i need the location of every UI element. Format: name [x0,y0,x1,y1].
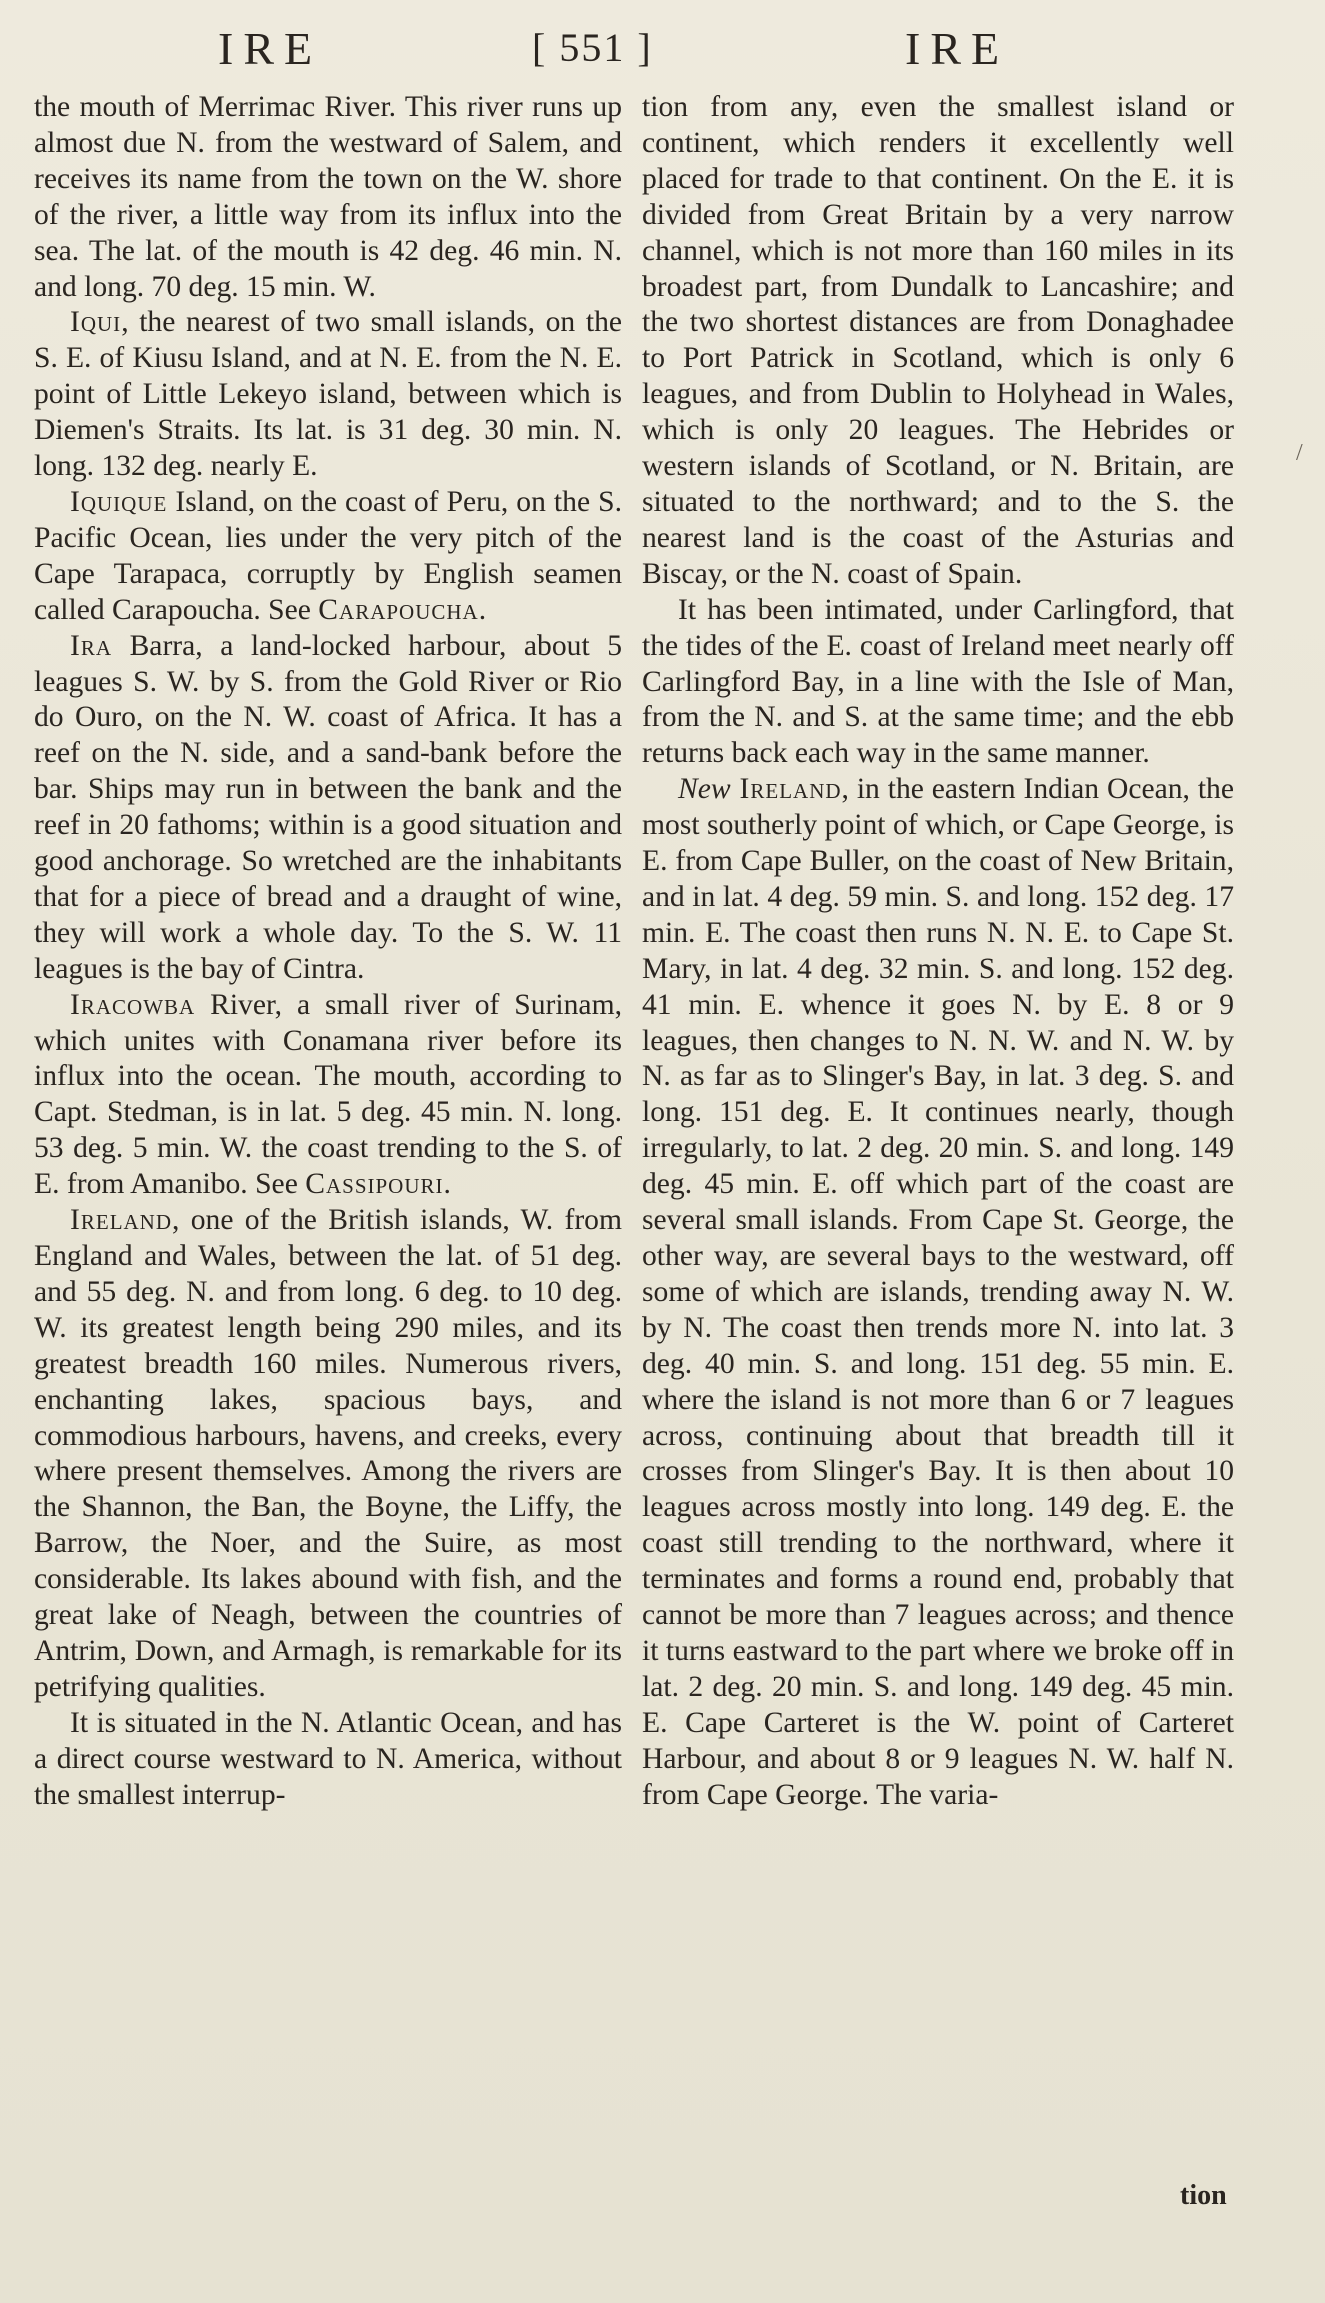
entry-headword: Iquique [70,485,168,518]
entry-new-ireland [642,772,1234,1813]
entry-ireland-situation: It is situated in the N. Atlantic Ocean, and has a direct course westward to N. America, without the smallest interrup- [34,1706,622,1811]
entry-ireland-continuation: tion from any, even the smallest island or continent, which renders it excellently well placed for trade to that continent. On the E. it is divided from Great Britain by a very narrow channel, which is not more than 160 miles in its broadest part, from Dundalk to Lancashire; and the two shortest distances are from Donaghadee to Port Patrick in Scotland, which is only 6 leagues, and from Dublin to Holyhead in Wales, which is only 20 leagues. The Hebrides or western islands of Scotland, or N. Britain, are situated to the northward; and to the S. the nearest land is the coast of the Asturias and Biscay, or the N. coast of Spain. [642,91,1234,590]
entry-prefix: New [678,773,731,806]
left-column [34,90,622,1814]
entry-ira-barra [34,629,622,988]
catchword: tion [1180,2180,1227,2211]
running-head-right: IRE [905,23,1010,74]
entry-headword: Ira [70,629,113,662]
cross-reference: Carapoucha. [318,593,488,626]
margin-mark: / [1296,440,1303,466]
page-number: [ 551 ] [532,25,653,70]
entry-headword: Ireland [730,773,842,806]
entry-text: Barra, a land-locked harbour, about 5 leagues S. W. by S. from the Gold River or Rio do Ouro, on the N. W. coast of Africa. It has a reef on the N. side, and a sand-bank before the bar. Ships may run in between the bank and the reef in 20 fathoms; within is a good situation and good anchorage. So wretched are the inhabitants that for a piece of bread and a draught of wine, they will work a whole day. To the S. W. 11 leagues is the bay of Cintra. [34,629,622,985]
cross-reference: Cassipouri. [305,1168,452,1201]
entry-text: Island, on the coast of Peru, on the S. Pacific Ocean, lies under the very pitch of the Cape Tarapaca, corruptly by English seamen called Carapoucha. See [34,485,622,626]
entry-iquique [34,485,622,629]
entry-iracowba [34,988,622,1203]
entry-text: , in the eastern Indian Ocean, the most southerly point of which, or Cape George, is E. from Cape Buller, on the coast of New Britain, and in lat. 4 deg. 59 min. S. and long. 152 deg. 17 min. E. The coast then runs N. N. E. to Cape St. Mary, in lat. 4 deg. 32 min. S. and long. 152 deg. 41 min. E. whence it goes N. by E. 8 or 9 leagues, then changes to N. N. W. and N. W. by N. as far as to Slinger's Bay, in lat. 3 deg. S. and long. 151 deg. E. It continues nearly, though irregularly, to lat. 2 deg. 20 min. S. and long. 149 deg. 45 min. E. off which part of the coast are several small islands. From Cape St. George, the other way, are several bays to the westward, off some of which are islands, trending away N. W. by N. The coast then trends more N. into lat. 3 deg. 40 min. S. and long. 151 deg. 55 min. E. where the island is not more than 6 or 7 leagues across, continuing about that breadth till it crosses from Slinger's Bay. It is then about 10 leagues across mostly into long. 149 deg. E. the coast still trending to the northward, where it terminates and forms a round end, probably that cannot be more than 7 leagues across; and thence it turns eastward to the part where we broke off in lat. 2 deg. 20 min. S. and long. 149 deg. 45 min. E. Cape Carteret is the W. point of Carteret Harbour, and about 8 or 9 leagues N. W. half N. from Cape George. The varia- [642,773,1234,1811]
right-column [642,90,1234,1814]
entry-text: , the nearest of two small islands, on the S. E. of Kiusu Island, and at N. E. from the N. E. point of Little Lekeyo island, between which is Diemen's Straits. Its lat. is 31 deg. 30 min. N. long. 132 deg. nearly E. [34,306,622,483]
entry-ireland-tides: It has been intimated, under Carlingford, that the tides of the E. coast of Ireland meet nearly off Carlingford Bay, in a line with the Isle of Man, from the N. and S. at the same time; and the ebb returns back each way in the same manner. [642,593,1234,770]
running-head-left: IRE [218,23,323,74]
entry-ireland [34,1203,622,1706]
entry-text: , one of the British islands, W. from England and Wales, between the lat. of 51 deg. and 55 deg. N. and from long. 6 deg. to 10 deg. W. its greatest length being 290 miles, and its greatest breadth 160 miles. Numerous rivers, enchanting lakes, spacious bays, and commodious harbours, havens, and creeks, every where present themselves. Among the rivers are the Shannon, the Ban, the Boyne, the Liffy, the Barrow, the Noer, and the Suire, as most considerable. Its lakes abound with fish, and the great lake of Neagh, between the countries of Antrim, Down, and Armagh, is remarkable for its petrifying qualities. [34,1204,622,1703]
entry-text: River, a small river of Surinam, which unites with Conamana river before its influx into the ocean. The mouth, according to Capt. Stedman, is in lat. 5 deg. 45 min. N. long. 53 deg. 5 min. W. the coast trending to the S. of E. from Amanibo. See [34,988,622,1201]
entry-headword: Iracowba [70,988,196,1021]
entry-merrimac-continuation: the mouth of Merrimac River. This river runs up almost due N. from the westward of Salem, and receives its name from the town on the W. shore of the river, a little way from its influx into the sea. The lat. of the mouth is 42 deg. 46 min. N. and long. 70 deg. 15 min. W. [34,91,622,303]
entry-headword: Ireland [70,1204,173,1237]
entry-iqui [34,305,622,485]
entry-headword: Iqui [70,306,122,339]
running-head [0,22,1325,82]
